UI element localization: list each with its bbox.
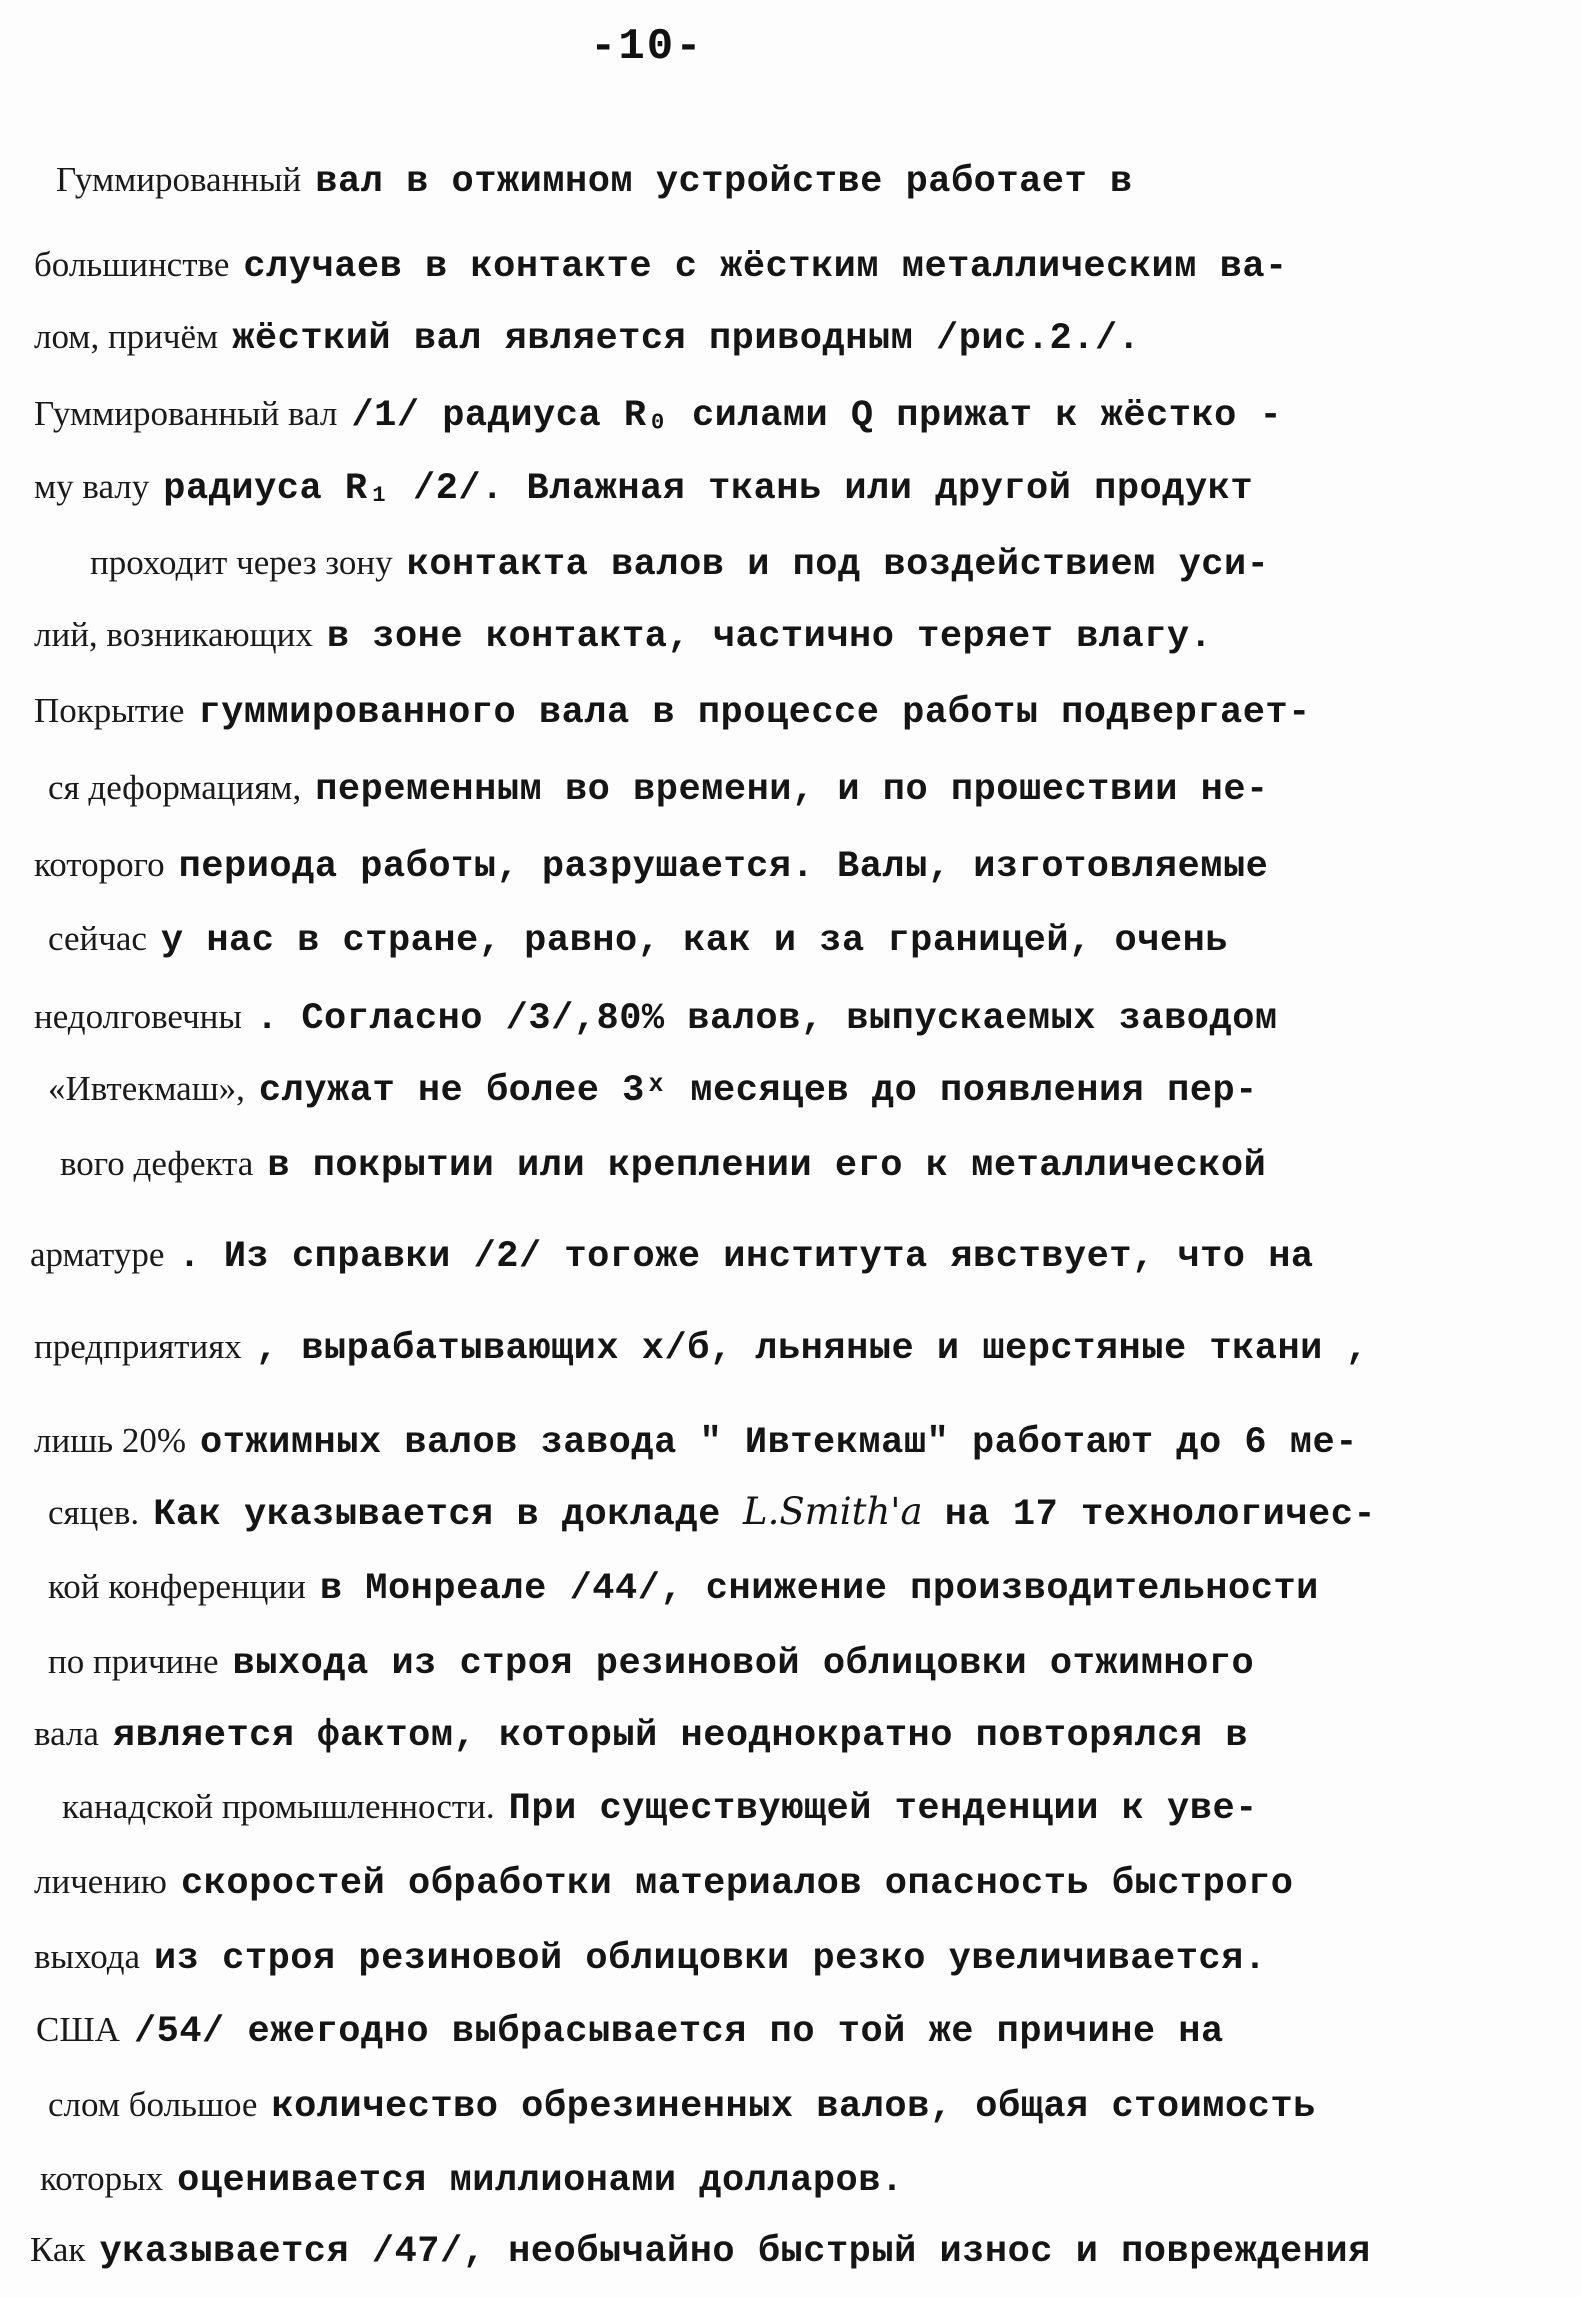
line-text: указывается /47/, необычайно быстрый износ и повреждения xyxy=(99,2231,1371,2273)
line-lead: канадской промышленности. xyxy=(62,1787,495,1826)
text-line-19 xyxy=(48,1565,1319,1611)
line-text: из строя резиновой облицовки резко увеличивается. xyxy=(154,1938,1267,1980)
line-lead: США xyxy=(36,2010,120,2049)
line-lead: проходит через зону xyxy=(90,543,393,582)
text-line-4 xyxy=(34,392,1282,438)
text-line-12 xyxy=(34,995,1278,1041)
line-lead: Покрытие xyxy=(34,691,185,730)
text-line-23 xyxy=(34,1860,1293,1906)
text-line-26 xyxy=(48,2083,1316,2129)
line-lead: недолговечны xyxy=(34,997,242,1036)
line-lead: которых xyxy=(40,2159,164,2198)
line-lead: выхода xyxy=(34,1937,141,1976)
line-lead: лий, возникающих xyxy=(34,615,313,654)
text-line-16 xyxy=(34,1325,1368,1371)
line-lead: большинстве xyxy=(34,245,230,284)
line-text: . Из справки /2/ тогоже института явствует, что на xyxy=(178,1236,1314,1278)
line-lead: ся деформациям, xyxy=(48,768,302,807)
line-text: жёсткий вал является приводным /рис.2./. xyxy=(232,318,1141,360)
line-text: у нас в стране, равно, как и за границей, очень xyxy=(160,920,1228,962)
text-line-9 xyxy=(48,766,1269,812)
text-line-5 xyxy=(34,465,1253,511)
line-lead: арматуре xyxy=(30,1235,165,1274)
line-lead: лишь 20% xyxy=(34,1421,187,1460)
line-text: . Согласно /3/,80% валов, выпускаемых заводом xyxy=(255,998,1278,1040)
text-line-21 xyxy=(34,1712,1248,1758)
line-text: выхода из строя резиновой облицовки отжимного xyxy=(232,1643,1255,1685)
page-number: -10- xyxy=(590,22,704,72)
line-text: отжимных валов завода " Ивтекмаш" работают до 6 ме- xyxy=(200,1422,1358,1464)
text-line-6 xyxy=(90,541,1269,587)
text-line-14 xyxy=(60,1142,1266,1188)
line-text: в зоне контакта, частично теряет влагу. xyxy=(326,616,1213,658)
line-lead: Как xyxy=(30,2230,86,2269)
line-lead: Гуммированный вал xyxy=(34,394,338,433)
text-line-7 xyxy=(34,613,1212,659)
line-text: вал в отжимном устройстве работает в xyxy=(315,161,1133,203)
text-line-22 xyxy=(62,1785,1258,1831)
text-line-24 xyxy=(34,1935,1267,1981)
text-line-2 xyxy=(34,243,1288,289)
line-text: периода работы, разрушается. Валы, изготовляемые xyxy=(178,846,1269,888)
line-lead: лом, причём xyxy=(34,317,219,356)
line-lead: вого дефекта xyxy=(60,1144,254,1183)
text-line-3 xyxy=(34,315,1140,361)
line-text: Как указывается в докладе xyxy=(153,1494,721,1536)
text-line-28 xyxy=(30,2228,1371,2274)
line-lead: предприятиях xyxy=(34,1327,242,1366)
line-text: случаев в контакте с жёстким металлическим ва- xyxy=(243,246,1288,288)
line-text: /54/ ежегодно выбрасывается по той же причине на xyxy=(133,2011,1224,2053)
line-text: количество обрезиненных валов, общая стоимость xyxy=(271,2086,1316,2128)
text-line-18 xyxy=(48,1490,1376,1537)
handwritten-name: L.Smith'a xyxy=(743,1490,923,1533)
line-text: является фактом, который неоднократно повторялся в xyxy=(112,1715,1249,1757)
line-text: оценивается миллионами долларов. xyxy=(177,2160,904,2202)
text-line-27 xyxy=(40,2157,904,2203)
text-line-10 xyxy=(34,843,1268,889)
line-text: /1/ радиуса R₀ силами Q прижат к жёстко - xyxy=(351,395,1283,437)
line-text: радиуса R₁ /2/. Влажная ткань или другой продукт xyxy=(163,468,1254,510)
line-text: гуммированного вала в процессе работы подвергает- xyxy=(198,692,1311,734)
line-text-tail: на 17 технологичес- xyxy=(944,1494,1377,1536)
text-line-1 xyxy=(56,158,1133,204)
line-lead: слом большое xyxy=(48,2085,258,2124)
line-text: в покрытии или креплении его к металлической xyxy=(267,1145,1267,1187)
line-text: скоростей обработки материалов опасность быстрого xyxy=(180,1863,1294,1905)
text-line-11 xyxy=(48,917,1228,963)
line-lead: кой конференции xyxy=(48,1567,306,1606)
line-text: контакта валов и под воздействием уси- xyxy=(406,544,1270,586)
line-lead: вала xyxy=(34,1714,99,1753)
line-text: При существующей тенденции к уве- xyxy=(508,1788,1258,1830)
line-lead: по причине xyxy=(48,1642,219,1681)
text-line-20 xyxy=(48,1640,1254,1686)
text-line-8 xyxy=(34,689,1311,735)
text-line-17 xyxy=(34,1419,1358,1465)
text-line-15 xyxy=(30,1233,1314,1279)
line-lead: сейчас xyxy=(48,919,147,958)
line-lead: личению xyxy=(34,1862,167,1901)
line-lead: «Ивтекмаш», xyxy=(48,1069,245,1108)
line-lead: сяцев. xyxy=(48,1493,140,1532)
text-line-13 xyxy=(48,1067,1258,1113)
line-text: , вырабатывающих х/б, льняные и шерстяные ткани , xyxy=(255,1328,1369,1370)
line-lead: Гуммированный xyxy=(56,160,302,199)
line-lead: которого xyxy=(34,845,165,884)
line-lead: му валу xyxy=(34,467,150,506)
line-text: переменным во времени, и по прошествии не- xyxy=(315,769,1269,811)
text-line-25 xyxy=(36,2008,1224,2054)
line-text: служат не более 3ˣ месяцев до появления пер- xyxy=(258,1070,1258,1112)
line-text: в Монреале /44/, снижение производительности xyxy=(319,1568,1319,1610)
